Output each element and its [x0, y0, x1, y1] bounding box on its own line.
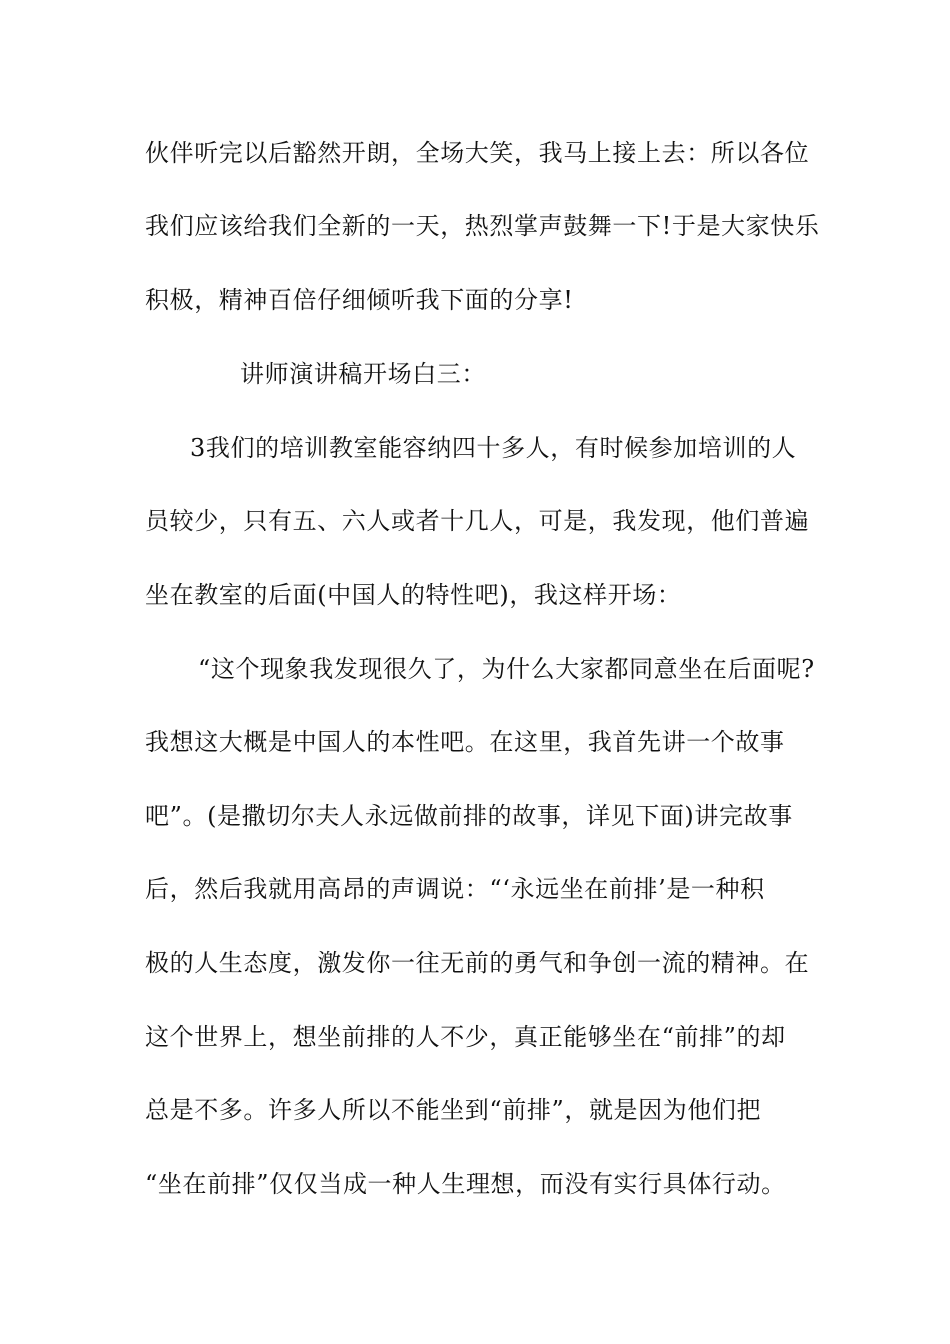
text-line-2: 我们应该给我们全新的一天，热烈掌声鼓舞一下!于是大家快乐 [145, 212, 820, 240]
text-line-14: 总是不多。许多人所以不能坐到“前排”，就是因为他们把 [145, 1096, 762, 1124]
text-line-11: 后，然后我就用高昂的声调说：“‘永远坐在前排’是一种积 [145, 875, 765, 903]
text-line-10: 吧”。(是撒切尔夫人永远做前排的故事，详见下面)讲完故事 [145, 802, 793, 830]
section-heading: 讲师演讲稿开场白三： [240, 360, 486, 388]
text-line-15: “坐在前排”仅仅当成一种人生理想，而没有实行具体行动。 [145, 1170, 786, 1198]
text-line-9: 我想这大概是中国人的本性吧。在这里，我首先讲一个故事 [145, 728, 785, 756]
text-line-1: 伙伴听完以后豁然开朗，全场大笑，我马上接上去：所以各位 [145, 139, 810, 167]
text-line-8: “这个现象我发现很久了，为什么大家都同意坐在后面呢? [198, 655, 815, 683]
text-line-5: 3我们的培训教室能容纳四十多人，有时候参加培训的人 [190, 434, 797, 462]
text-line-6: 员较少，只有五、六人或者十几人，可是，我发现，他们普遍 [145, 507, 810, 535]
text-line-3: 积极，精神百倍仔细倾听我下面的分享! [145, 286, 574, 314]
text-line-12: 极的人生态度，激发你一往无前的勇气和争创一流的精神。在 [145, 949, 810, 977]
text-line-13: 这个世界上，想坐前排的人不少，真正能够坐在“前排”的却 [145, 1023, 786, 1051]
text-line-7: 坐在教室的后面(中国人的特性吧)，我这样开场： [145, 581, 682, 609]
